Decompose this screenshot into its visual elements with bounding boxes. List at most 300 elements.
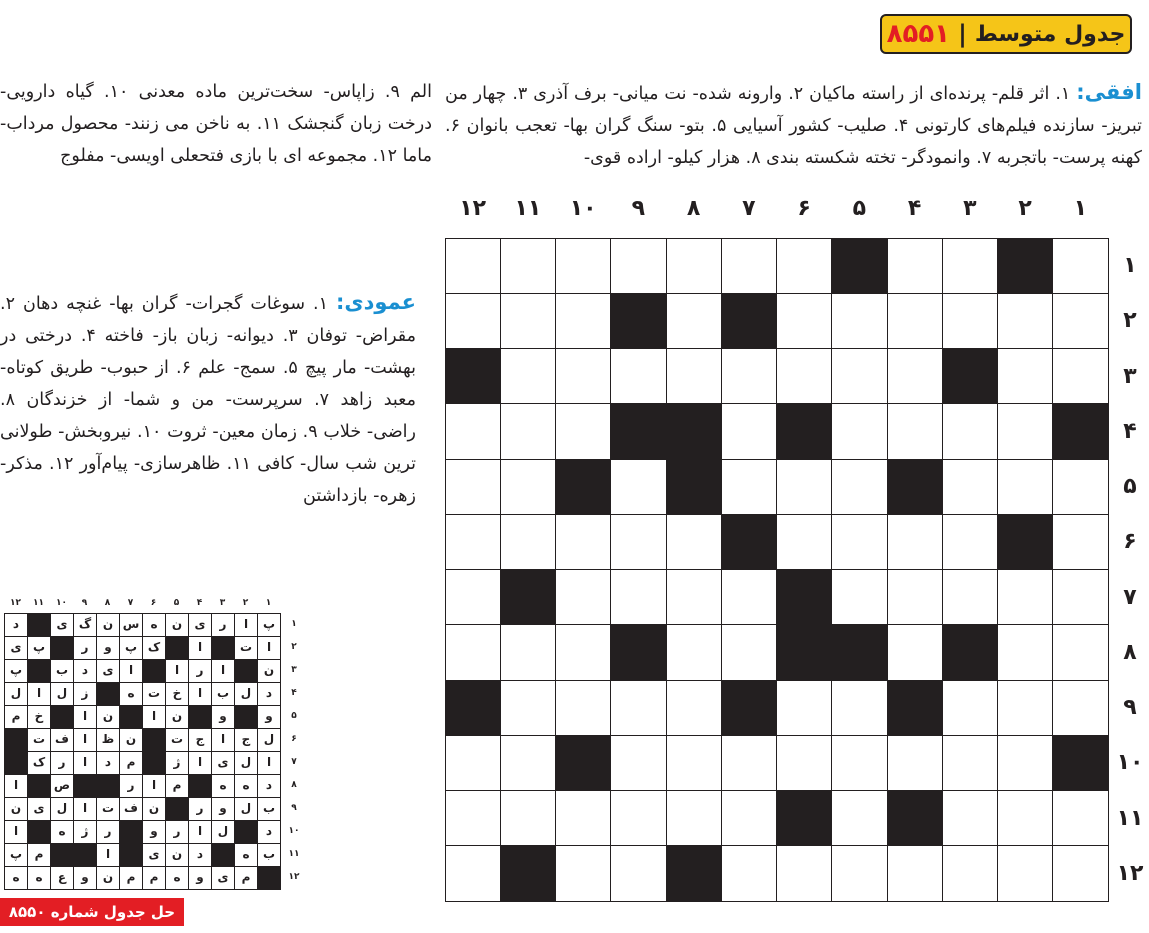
solution-cell: ک — [27, 751, 51, 775]
grid-cell[interactable] — [445, 514, 501, 570]
grid-cell[interactable] — [500, 293, 556, 349]
solution-cell: ژ — [165, 751, 189, 775]
solution-cell: ن — [4, 797, 28, 821]
black-cell — [776, 403, 832, 459]
solution-cell: ا — [188, 682, 212, 706]
grid-cell[interactable] — [445, 790, 501, 846]
grid-cell[interactable] — [445, 403, 501, 459]
grid-cell[interactable] — [1052, 624, 1108, 680]
grid-cell[interactable] — [942, 293, 998, 349]
grid-row-numbers — [1112, 238, 1148, 901]
solution-cell: ا — [4, 774, 28, 798]
solution-cell: ژ — [73, 820, 97, 844]
solution-row-number: ۷ — [291, 757, 297, 767]
solution-cell: ه — [234, 843, 258, 867]
grid-cell[interactable] — [721, 790, 777, 846]
solution-cell: ی — [4, 636, 28, 660]
column-number: ۱۰ — [569, 196, 597, 221]
row-number: ۱۲ — [1116, 860, 1144, 886]
solution-cell: ن — [257, 659, 281, 683]
column-number: ۷ — [742, 196, 756, 221]
grid-cell[interactable] — [666, 624, 722, 680]
solution-black-cell — [188, 705, 212, 729]
solution-black-cell — [119, 843, 143, 867]
grid-cell[interactable] — [831, 680, 887, 736]
solution-row-number: ۹ — [291, 803, 297, 813]
grid-cell[interactable] — [887, 569, 943, 625]
solution-cell: ا — [73, 797, 97, 821]
black-cell — [721, 680, 777, 736]
grid-cell[interactable] — [721, 624, 777, 680]
grid-cell[interactable] — [776, 735, 832, 791]
solution-black-cell — [50, 843, 74, 867]
grid-column-numbers — [445, 196, 1108, 221]
solution-cell: ن — [96, 613, 120, 637]
grid-cell[interactable] — [721, 735, 777, 791]
solution-cell: ن — [165, 705, 189, 729]
solution-cell: ت — [142, 682, 166, 706]
solution-column-number: ۲ — [242, 598, 249, 608]
grid-cell[interactable] — [555, 348, 611, 404]
solution-cell: م — [234, 866, 258, 890]
grid-cell[interactable] — [997, 790, 1053, 846]
solution-cell: ا — [73, 751, 97, 775]
grid-cell[interactable] — [997, 348, 1053, 404]
solution-cell: ا — [4, 820, 28, 844]
grid-cell[interactable] — [610, 514, 666, 570]
solution-cell: د — [188, 843, 212, 867]
solution-row-number: ۲ — [291, 642, 297, 652]
solution-cell: ل — [211, 820, 235, 844]
solution-cell: ر — [119, 774, 143, 798]
black-cell — [610, 293, 666, 349]
solution-cell: ر — [73, 636, 97, 660]
grid-cell[interactable] — [555, 680, 611, 736]
grid-cell[interactable] — [555, 569, 611, 625]
solution-cell: د — [4, 613, 28, 637]
grid-cell[interactable] — [1052, 293, 1108, 349]
grid-cell[interactable] — [887, 293, 943, 349]
solution-cell: ا — [211, 728, 235, 752]
solution-black-cell — [257, 866, 281, 890]
solution-black-cell — [119, 820, 143, 844]
grid-cell[interactable] — [831, 459, 887, 515]
grid-cell[interactable] — [610, 348, 666, 404]
grid-cell[interactable] — [997, 459, 1053, 515]
solution-black-cell — [211, 636, 235, 660]
grid-cell[interactable] — [776, 293, 832, 349]
across-clues-continued — [0, 76, 432, 172]
solution-column-number: ۳ — [219, 598, 226, 608]
grid-cell[interactable] — [942, 735, 998, 791]
grid-cell[interactable] — [666, 293, 722, 349]
solution-cell: خ — [165, 682, 189, 706]
black-cell — [776, 624, 832, 680]
solution-black-cell — [4, 751, 28, 775]
solution-cell: ل — [50, 797, 74, 821]
grid-cell[interactable] — [721, 403, 777, 459]
solution-cell: د — [73, 659, 97, 683]
grid-cell[interactable] — [500, 680, 556, 736]
black-cell — [831, 238, 887, 294]
solution-cell: و — [211, 705, 235, 729]
row-number: ۹ — [1123, 695, 1137, 720]
solution-cell: ا — [142, 705, 166, 729]
black-cell — [610, 403, 666, 459]
down-clues-text: ۱. سوغات گجرات- گران بها- غنچه دهان ۲. مقراض- توفان ۳. دیوانه- زبان باز- فاخته ۴. درختی در بهشت- مار پیچ ۵. سمج- علم ۶. از حبوب- طریق کوتاه- معبد زاهد ۷. سرپرست- من و شما- از خزندگان ۸. راضی- خلاب ۹. زمان معین- ثروت ۱۰. نیروبخش- طولانی ترین شب سال- کافی ۱۱. ظاهرسازی- پیام‌آور ۱۲. مذکر- زهره- بازداشتن — [0, 294, 416, 506]
grid-cell[interactable] — [500, 403, 556, 459]
black-cell — [887, 790, 943, 846]
grid-cell[interactable] — [500, 735, 556, 791]
grid-cell[interactable] — [555, 790, 611, 846]
grid-cell[interactable] — [1052, 845, 1108, 901]
solution-cell: ا — [234, 613, 258, 637]
grid-cell[interactable] — [997, 624, 1053, 680]
solution-cell: ک — [142, 636, 166, 660]
solution-cell: ی — [96, 659, 120, 683]
solution-cell: ا — [96, 843, 120, 867]
solution-cell: ا — [188, 636, 212, 660]
solution-cell: ل — [234, 751, 258, 775]
solution-cell: ر — [188, 797, 212, 821]
black-cell — [666, 845, 722, 901]
grid-cell[interactable] — [887, 403, 943, 459]
solution-column-number: ۵ — [173, 598, 180, 608]
down-clues — [0, 286, 416, 512]
grid-cell[interactable] — [776, 348, 832, 404]
solution-black-cell — [234, 820, 258, 844]
solution-black-cell — [188, 774, 212, 798]
solution-cell: ج — [234, 728, 258, 752]
column-number: ۱۲ — [459, 196, 487, 221]
solution-cell: ی — [211, 751, 235, 775]
grid-cell[interactable] — [555, 293, 611, 349]
black-cell — [555, 459, 611, 515]
black-cell — [445, 348, 501, 404]
solution-cell: ل — [257, 728, 281, 752]
solution-cell: ب — [257, 843, 281, 867]
solution-cell: ص — [50, 774, 74, 798]
black-cell — [666, 403, 722, 459]
grid-cell[interactable] — [721, 348, 777, 404]
solution-cell: ه — [142, 613, 166, 637]
solution-black-cell — [4, 728, 28, 752]
grid-cell[interactable] — [500, 624, 556, 680]
grid-cell[interactable] — [1052, 348, 1108, 404]
black-cell — [887, 459, 943, 515]
column-number: ۳ — [963, 196, 977, 221]
grid-cell[interactable] — [997, 569, 1053, 625]
grid-cell[interactable] — [445, 459, 501, 515]
grid-cell[interactable] — [610, 790, 666, 846]
solution-column-numbers — [4, 598, 280, 608]
solution-cell: ف — [50, 728, 74, 752]
solution-black-cell — [27, 820, 51, 844]
crossword-grid — [445, 238, 1108, 901]
black-cell — [610, 624, 666, 680]
solution-cell: ب — [50, 659, 74, 683]
grid-cell[interactable] — [942, 569, 998, 625]
grid-cell[interactable] — [831, 403, 887, 459]
grid-cell[interactable] — [555, 845, 611, 901]
solution-cell: ل — [50, 682, 74, 706]
solution-cell: و — [211, 797, 235, 821]
grid-cell[interactable] — [1052, 680, 1108, 736]
grid-cell[interactable] — [942, 845, 998, 901]
solution-cell: م — [165, 774, 189, 798]
solution-row-number: ۱۲ — [288, 872, 300, 882]
row-number: ۱۰ — [1116, 750, 1144, 776]
grid-cell[interactable] — [555, 624, 611, 680]
solution-cell: ن — [96, 866, 120, 890]
solution-column-number: ۶ — [150, 598, 157, 608]
across-clues — [445, 76, 1142, 174]
solution-row-number: ۶ — [291, 734, 297, 744]
grid-cell[interactable] — [776, 459, 832, 515]
row-number: ۴ — [1123, 418, 1137, 444]
grid-cell[interactable] — [997, 735, 1053, 791]
grid-cell[interactable] — [445, 569, 501, 625]
grid-cell[interactable] — [666, 790, 722, 846]
solution-column-number: ۹ — [81, 598, 88, 608]
solution-cell: س — [119, 613, 143, 637]
solution-cell: د — [257, 682, 281, 706]
solution-cell: ی — [211, 866, 235, 890]
solution-black-cell — [96, 774, 120, 798]
solution-cell: د — [96, 751, 120, 775]
grid-cell[interactable] — [610, 238, 666, 294]
grid-cell[interactable] — [610, 459, 666, 515]
solution-row-number: ۳ — [291, 665, 297, 675]
grid-cell[interactable] — [942, 459, 998, 515]
grid-cell[interactable] — [997, 293, 1053, 349]
solution-cell: خ — [27, 705, 51, 729]
row-number: ۳ — [1123, 363, 1137, 389]
grid-cell[interactable] — [831, 845, 887, 901]
down-heading: عمودی: — [335, 290, 416, 314]
grid-cell[interactable] — [721, 238, 777, 294]
solution-row-number: ۱۱ — [288, 849, 300, 859]
solution-cell: ن — [165, 613, 189, 637]
grid-cell[interactable] — [776, 514, 832, 570]
solution-black-cell — [142, 751, 166, 775]
grid-cell[interactable] — [445, 238, 501, 294]
solution-cell: م — [119, 866, 143, 890]
solution-cell: و — [142, 820, 166, 844]
puzzle-number: ۸۵۵۱ — [886, 19, 951, 49]
solution-cell: ل — [234, 682, 258, 706]
black-cell — [942, 624, 998, 680]
solution-cell: ر — [188, 659, 212, 683]
black-cell — [831, 624, 887, 680]
black-cell — [666, 459, 722, 515]
solution-cell: ه — [27, 866, 51, 890]
solution-cell: ی — [142, 843, 166, 867]
grid-cell[interactable] — [445, 735, 501, 791]
solution-black-cell — [73, 774, 97, 798]
column-number: ۵ — [852, 196, 867, 221]
across-clues-text: ۱. اثر قلم- پرنده‌ای از راسته ماکیان ۲. وارونه شده- نت میانی- برف آذری ۳. چهار من تبریز- سازنده فیلم‌های کارتونی ۴. صلیب- کشور آسیایی ۵. بتو- سنگ گران بها- تعجب بانوان ۶. کهنه پرست- باتجربه ۷. وانمودگر- تخته شکسته بندی ۸. هزار کیلو- اراده قوی- — [445, 84, 1142, 168]
solution-column-number: ۱۰ — [56, 598, 67, 608]
grid-cell[interactable] — [500, 238, 556, 294]
grid-cell[interactable] — [942, 238, 998, 294]
grid-cell[interactable] — [1052, 514, 1108, 570]
solution-cell: د — [257, 774, 281, 798]
black-cell — [1052, 735, 1108, 791]
grid-cell[interactable] — [666, 569, 722, 625]
solution-cell: ه — [119, 682, 143, 706]
solution-column-number: ۱ — [265, 598, 272, 608]
grid-cell[interactable] — [997, 680, 1053, 736]
solution-black-cell — [27, 774, 51, 798]
solution-row-number: ۵ — [291, 711, 297, 721]
black-cell — [721, 293, 777, 349]
column-number: ۶ — [797, 196, 811, 221]
grid-cell[interactable] — [887, 514, 943, 570]
solution-cell: پ — [27, 636, 51, 660]
across-clues-continued-text: الم ۹. زاپاس- سخت‌ترین ماده معدنی ۱۰. گیاه دارویی- درخت زبان گنجشک ۱۱. به ناخن می زنند- محصول مرداب- ماما ۱۲. مجموعه ای با بازی فتحعلی اویسی- مفلوج — [0, 82, 433, 166]
grid-cell[interactable] — [500, 790, 556, 846]
solution-cell: ز — [73, 682, 97, 706]
solution-cell: و — [257, 705, 281, 729]
grid-cell[interactable] — [666, 238, 722, 294]
puzzle-title-label: جدول متوسط — [974, 21, 1126, 47]
solution-cell: ا — [165, 659, 189, 683]
grid-cell[interactable] — [887, 735, 943, 791]
grid-cell[interactable] — [831, 348, 887, 404]
grid-cell[interactable] — [500, 459, 556, 515]
solution-cell: م — [142, 866, 166, 890]
grid-cell[interactable] — [610, 845, 666, 901]
solution-row-number: ۱ — [291, 619, 297, 629]
row-number: ۶ — [1123, 529, 1137, 555]
grid-cell[interactable] — [997, 845, 1053, 901]
solution-cell: ه — [4, 866, 28, 890]
grid-cell[interactable] — [445, 624, 501, 680]
grid-cell[interactable] — [721, 459, 777, 515]
solution-column-number: ۱۱ — [33, 598, 44, 608]
grid-cell[interactable] — [500, 348, 556, 404]
solution-cell: ا — [27, 682, 51, 706]
grid-cell[interactable] — [445, 845, 501, 901]
grid-cell[interactable] — [555, 514, 611, 570]
grid-cell[interactable] — [942, 403, 998, 459]
grid-cell[interactable] — [887, 624, 943, 680]
grid-cell[interactable] — [666, 735, 722, 791]
grid-cell[interactable] — [500, 514, 556, 570]
grid-cell[interactable] — [887, 348, 943, 404]
grid-cell[interactable] — [666, 680, 722, 736]
grid-cell[interactable] — [776, 680, 832, 736]
solution-caption: حل جدول شماره ۸۵۵۰ — [0, 898, 184, 926]
grid-cell[interactable] — [1052, 569, 1108, 625]
grid-cell[interactable] — [776, 238, 832, 294]
black-cell — [445, 680, 501, 736]
grid-cell[interactable] — [721, 569, 777, 625]
grid-cell[interactable] — [1052, 238, 1108, 294]
grid-cell[interactable] — [445, 293, 501, 349]
solution-cell: ا — [211, 659, 235, 683]
solution-cell: م — [119, 751, 143, 775]
solution-black-cell — [234, 659, 258, 683]
solution-black-cell — [96, 682, 120, 706]
grid-cell[interactable] — [610, 735, 666, 791]
solution-cell: ر — [165, 820, 189, 844]
solution-black-cell — [50, 705, 74, 729]
solution-black-cell — [142, 728, 166, 752]
grid-cell[interactable] — [610, 569, 666, 625]
solution-column-number: ۷ — [127, 598, 134, 608]
grid-cell[interactable] — [831, 514, 887, 570]
solution-cell: ن — [119, 728, 143, 752]
puzzle-title-box — [880, 14, 1132, 54]
solution-cell: ا — [188, 751, 212, 775]
row-number: ۱۱ — [1116, 805, 1144, 831]
black-cell — [555, 735, 611, 791]
solution-black-cell — [119, 705, 143, 729]
grid-cell[interactable] — [666, 348, 722, 404]
grid-cell[interactable] — [610, 680, 666, 736]
grid-cell[interactable] — [1052, 790, 1108, 846]
column-number: ۱ — [1073, 196, 1088, 221]
solution-row-number: ۱۰ — [288, 826, 300, 836]
solution-cell: ظ — [96, 728, 120, 752]
row-number: ۸ — [1123, 639, 1137, 665]
column-number: ۱۱ — [514, 196, 542, 221]
solution-black-cell — [165, 636, 189, 660]
grid-cell[interactable] — [1052, 459, 1108, 515]
grid-cell[interactable] — [887, 845, 943, 901]
black-cell — [997, 514, 1053, 570]
solution-cell: ا — [119, 659, 143, 683]
solution-cell: پ — [257, 613, 281, 637]
black-cell — [721, 514, 777, 570]
grid-cell[interactable] — [831, 790, 887, 846]
grid-cell[interactable] — [997, 403, 1053, 459]
solution-cell: پ — [119, 636, 143, 660]
black-cell — [500, 845, 556, 901]
grid-cell[interactable] — [831, 569, 887, 625]
grid-cell[interactable] — [831, 293, 887, 349]
grid-cell[interactable] — [887, 238, 943, 294]
grid-cell[interactable] — [831, 735, 887, 791]
grid-cell[interactable] — [942, 790, 998, 846]
solution-cell: ا — [73, 705, 97, 729]
solution-cell: ل — [4, 682, 28, 706]
solution-cell: ج — [188, 728, 212, 752]
solution-cell: ن — [142, 797, 166, 821]
solution-black-cell — [27, 613, 51, 637]
solution-black-cell — [142, 659, 166, 683]
solution-cell: ت — [234, 636, 258, 660]
grid-cell[interactable] — [555, 403, 611, 459]
solution-black-cell — [73, 843, 97, 867]
grid-cell[interactable] — [776, 845, 832, 901]
solution-black-cell — [234, 705, 258, 729]
grid-cell[interactable] — [555, 238, 611, 294]
black-cell — [997, 238, 1053, 294]
grid-cell[interactable] — [666, 514, 722, 570]
solution-black-cell — [165, 797, 189, 821]
row-number: ۵ — [1123, 474, 1137, 499]
solution-cell: م — [4, 705, 28, 729]
grid-cell[interactable] — [942, 680, 998, 736]
solution-cell: ت — [27, 728, 51, 752]
grid-cell[interactable] — [721, 845, 777, 901]
solution-column-number: ۴ — [196, 598, 203, 608]
black-cell — [887, 680, 943, 736]
grid-cell[interactable] — [942, 514, 998, 570]
